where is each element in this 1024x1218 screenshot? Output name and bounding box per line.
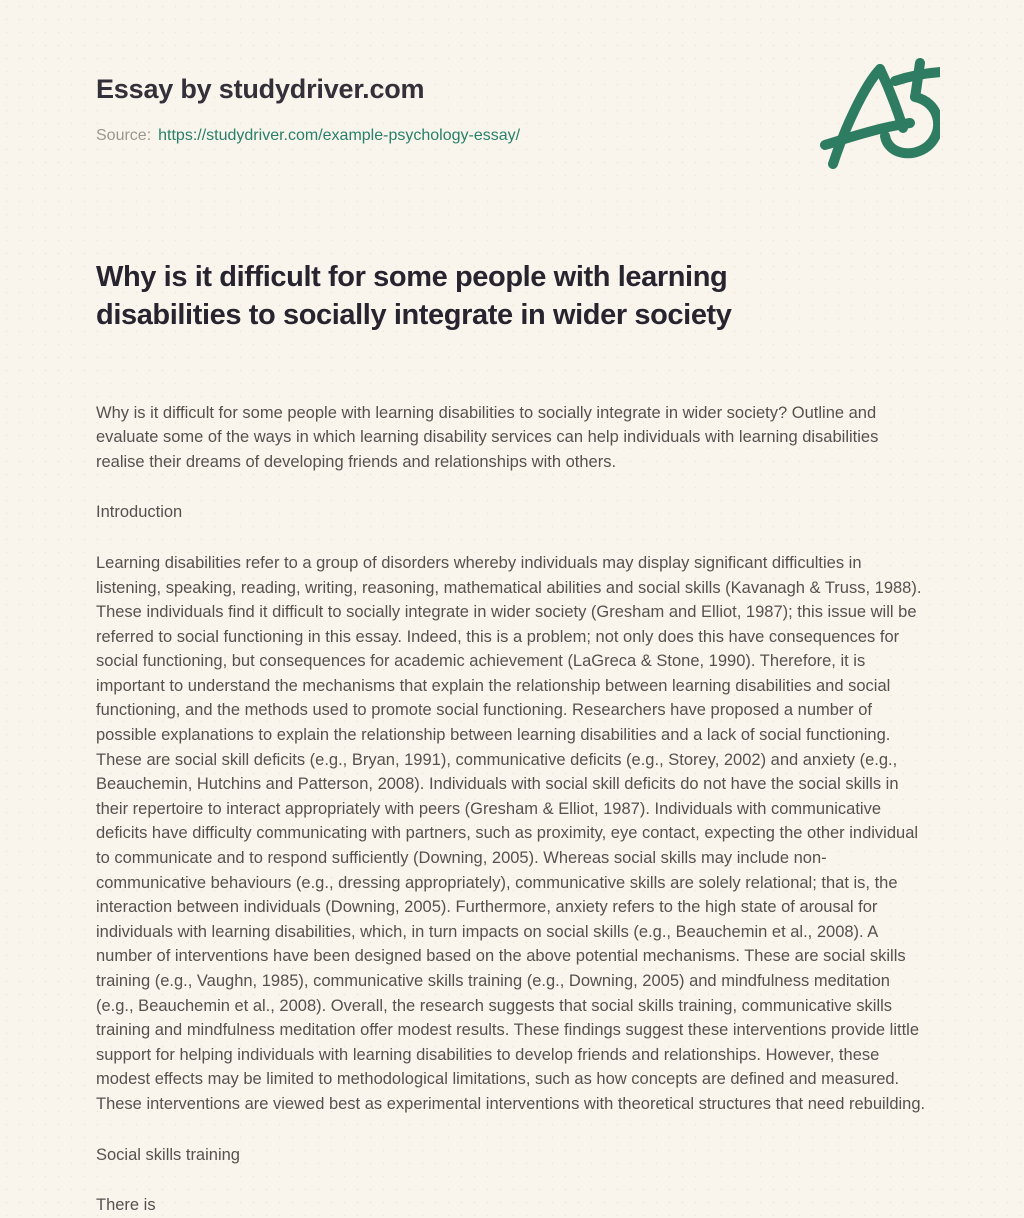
source-url-link[interactable]: https://studydriver.com/example-psychology-essay/ <box>158 127 521 144</box>
page-header <box>96 74 930 145</box>
truncated-paragraph: There is <box>96 1196 156 1215</box>
section-heading-introduction: Introduction <box>96 503 183 522</box>
source-label: Source: <box>96 127 152 144</box>
section-heading-social-skills-training: Social skills training <box>96 1145 240 1164</box>
introduction-paragraph: Learning disabilities refer to a group of disorders whereby individuals may display significant difficulties in listening, speaking, reading, writing, reasoning, mathematical abilities and social skills (Kavanagh & Truss, 1988). These individuals find it difficult to socially integrate in wider society (Gresham and Elliot, 1987); this issue will be referred to social functioning in this essay. Indeed, this is a problem; not only does this have consequences for social functioning, but consequences for academic achievement (LaGreca & Stone, 1990). Therefore, it is important to understand the mechanisms that explain the relationship between learning disabilities and social functioning, and the methods used to promote social functioning. Researchers have proposed a number of possible explanations to explain the relationship between learning disabilities and a lack of social functioning. These are social skill deficits (e.g., Bryan, 1991), communicative deficits (e.g., Storey, 2002) and anxiety (e.g., Beauchemin, Hutchins and Patterson, 2008). Individuals with social skill deficits do not have the social skills in their repertoire to interact appropriately with peers (Gresham & Elliot, 1987). Individuals with communicative deficits have difficulty communicating with partners, such as proximity, eye contact, expecting the other individual to communicate and to respond sufficiently (Downing, 2005). Whereas social skills may include non-communicative behaviours (e.g., dressing appropriately), communicative skills are solely relational; that is, the interaction between individuals (Downing, 2005). Furthermore, anxiety refers to the high state of arousal for individuals with learning disabilities, which, in turn impacts on social skills (e.g., Beauchemin et al., 2008). A number of interventions have been designed based on the above potential mechanisms. These are social skills training (e.g., Vaughn, 1985), communicative skills training (e.g., Downing, 2005) and mindfulness meditation (e.g., Beauchemin et al., 2008). Overall, the research suggests that social skills training, communicative skills training and mindfulness meditation offer modest results. These findings suggest these interventions provide little support for helping individuals with learning disabilities to develop friends and relationships. However, these modest effects may be limited to methodological limitations, such as how concepts are defined and measured. These interventions are viewed best as experimental interventions with theoretical structures that need rebuilding. <box>96 553 926 1113</box>
a-plus-logo-icon <box>818 52 940 174</box>
essay-prompt-paragraph: Why is it difficult for some people with learning disabilities to socially integrate in wider society? Outline and evaluate some of the ways in which learning disability services can help individuals with learning disabilities realise their dreams of developing friends and relationships with others. <box>96 403 879 471</box>
essay-title: Why is it difficult for some people with learning disabilities to socially integrate in wider society <box>96 261 732 332</box>
source-row <box>96 127 930 145</box>
site-title: Essay by studydriver.com <box>96 74 425 104</box>
essay-body <box>96 401 930 1218</box>
